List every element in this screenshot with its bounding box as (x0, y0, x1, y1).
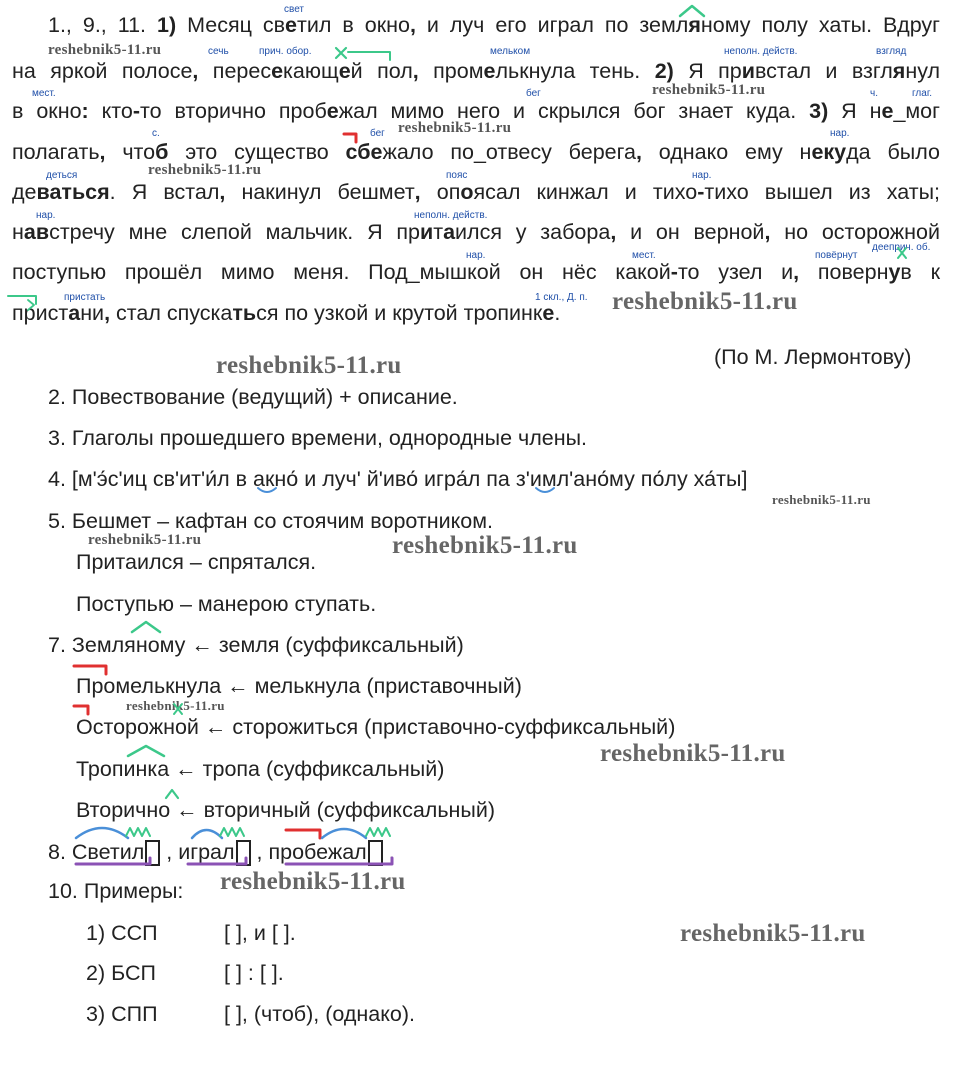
annotation: деться (46, 170, 78, 181)
word-probezhal: пробежал (268, 840, 367, 864)
answer-8-number: 8. (48, 840, 72, 864)
watermark: reshebnik5-11.ru (680, 920, 866, 947)
suffix-mark (128, 746, 164, 756)
answer-3: 3. Глаголы прошедшего времени, однородные члены. (48, 426, 588, 450)
text-line: пристани, стал спускаться по узкой и крутой тропинке. (12, 301, 561, 325)
root-arc (76, 828, 128, 838)
text-line: полагать, чтоб это существо сбежало по_отвесу берега, однако ему некуда было (12, 140, 940, 164)
suffix-zigzag (366, 828, 390, 836)
text-line: 1., 9., 11. 1) Месяц светил в окно, и луч его играл по земляному полу хаты. Вдруг (48, 13, 941, 37)
annotation: сечь (208, 46, 229, 57)
example-3-scheme: [ ], (чтоб), (однако). (224, 1002, 415, 1026)
watermark: reshebnik5-11.ru (220, 868, 406, 895)
annotation: взгляд (876, 46, 907, 57)
answer-5-bешмет: 5. Бешмет – кафтан со стоячим воротником. (48, 509, 493, 533)
watermark: reshebnik5-11.ru (48, 42, 162, 58)
watermark: reshebnik5-11.ru (148, 162, 262, 178)
annotation: мельком (490, 46, 531, 57)
example-1-label: 1) ССП (86, 921, 158, 945)
prefix-mark (286, 830, 320, 838)
ending-box (145, 840, 160, 866)
answer-8: 8. Светил , играл , пробежал . (48, 840, 395, 864)
annotation: глаг. (912, 88, 933, 99)
answer-5-pritailsya: Притаился – спрятался. (76, 550, 317, 574)
annotation: 1 скл., Д. п. (535, 292, 588, 303)
ending-box (236, 840, 251, 866)
annotation: бег (526, 88, 541, 99)
annotation: нар. (830, 128, 850, 139)
example-1-scheme: [ ], и [ ]. (224, 921, 296, 945)
answer-7-vtorichno: Вторично ← вторичный (суффиксальный) (76, 798, 496, 822)
watermark: reshebnik5-11.ru (392, 532, 578, 559)
answer-7-tropinka: Тропинка ← тропа (суффиксальный) (76, 757, 445, 781)
annotation: нар. (692, 170, 712, 181)
answer-2: 2. Повествование (ведущий) + описание. (48, 385, 458, 409)
suffix-zigzag (126, 828, 150, 836)
text-line: навстречу мне слепой мальчик. Я притаился у забора, и он верной, но осторожной (12, 220, 940, 244)
answer-10-title: 10. Примеры: (48, 879, 184, 903)
word-igral: играл (178, 840, 235, 864)
answer-7-zemlyanomu: 7. Земляному ← земля (суффиксальный) (48, 633, 464, 657)
annotation: неполн. действ. (724, 46, 798, 57)
annotation: мест. (632, 250, 656, 261)
annotation: неполн. действ. (414, 210, 488, 221)
annotation: повёрнут (815, 250, 858, 261)
watermark: reshebnik5-11.ru (600, 740, 786, 767)
annotation: дееприч. об. (872, 242, 931, 253)
annotation: пристать (64, 292, 106, 303)
suffix-mark (132, 622, 160, 632)
text-line: поступью прошёл мимо меня. Под_мышкой он нёс какой-то узел и, повернув к (12, 260, 940, 284)
annotation: пояс (446, 170, 468, 181)
watermark: reshebnik5-11.ru (398, 120, 512, 136)
author-credit: (По М. Лермонтову) (714, 345, 912, 369)
suffix-zigzag (220, 828, 244, 836)
text-line: на яркой полосе, пересекающей пол, промелькнула тень. 2) Я привстал и взглянул (12, 59, 941, 83)
watermark: reshebnik5-11.ru (126, 698, 225, 713)
watermark: reshebnik5-11.ru (216, 352, 402, 379)
answer-7-promelknula: Промелькнула ← мелькнула (приставочный) (76, 674, 522, 698)
annotation: ч. (870, 88, 878, 99)
watermark: reshebnik5-11.ru (88, 532, 202, 548)
watermark: reshebnik5-11.ru (612, 288, 798, 315)
annotation: бег (370, 128, 385, 139)
root-arc (322, 829, 366, 838)
watermark: reshebnik5-11.ru (652, 82, 766, 98)
annotation: мест. (32, 88, 56, 99)
example-3-label: 3) СПП (86, 1002, 158, 1026)
prefix-mark (74, 706, 88, 714)
annotation: нар. (466, 250, 486, 261)
root-arc (192, 830, 222, 838)
example-2-label: 2) БСП (86, 961, 156, 985)
annotation: с. (152, 128, 160, 139)
annotation: нар. (36, 210, 56, 221)
word-svetil: Светил (71, 840, 145, 864)
answer-5-postupyu: Поступью – манерою ступать. (76, 592, 377, 616)
answer-7-ostorozhnoy: Осторожной ← сторожиться (приставочно-суффиксальный) (76, 715, 676, 739)
example-2-scheme: [ ] : [ ]. (224, 961, 284, 985)
text-line: в окно: кто-то вторично пробежал мимо него и скрылся бог знает куда. 3) Я не_мог (12, 99, 940, 123)
answer-4-transcription: 4. [м'э́с'иц св'ит'и́л в акно́ и луч' й'иво́ игра́л па з'имл'ано́му по́лу ха́ты] (48, 467, 748, 491)
annotation: прич. обор. (259, 46, 312, 57)
ending-box (368, 840, 383, 866)
annotation: свет (284, 4, 305, 15)
suffix-mark (336, 48, 346, 58)
text-line: деваться. Я встал, накинул бешмет, опоясал кинжал и тихо-тихо вышел из хаты; (12, 180, 941, 204)
watermark: reshebnik5-11.ru (772, 492, 871, 507)
